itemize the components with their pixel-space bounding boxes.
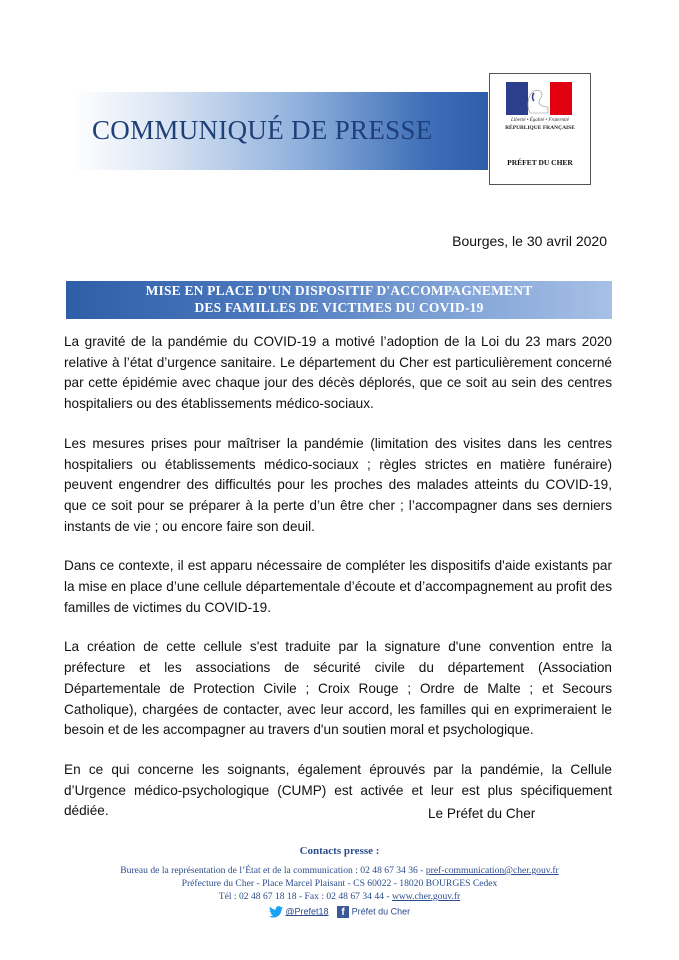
facebook-icon: f [337, 906, 349, 918]
social-links [0, 906, 679, 918]
twitter-icon [269, 906, 283, 918]
motto: Liberté • Égalité • Fraternité [511, 118, 569, 123]
website-link[interactable]: www.cher.gouv.fr [391, 891, 461, 902]
prefecture-logo [489, 73, 591, 185]
paragraph-5: En ce qui concerne les soignants, également éprouvés par la pandémie, la Cellule d’Urgence médico-psychologique (CUMP) est activée et leur est plus spécifiquement dédiée. [64, 761, 612, 819]
footer-line-1 [0, 865, 679, 876]
twitter-link[interactable] [269, 906, 329, 918]
title-line-1: MISE EN PLACE D'UN DISPOSITIF D'ACCOMPAGNEMENT [145, 283, 533, 298]
body-text [64, 332, 612, 841]
footer-line-2: Préfecture du Cher - Place Marcel Plaisant - CS 60022 - 18020 BOURGES Cedex [181, 878, 498, 889]
twitter-handle: @Prefet18 [285, 906, 329, 917]
facebook-name: Préfet du Cher [351, 906, 411, 917]
date-line: Bourges, le 30 avril 2020 [452, 233, 607, 249]
footer-tel-fax: Tél : 02 48 67 18 18 - Fax : 02 48 67 34 44 - [218, 891, 392, 902]
prefet-label: PRÉFET DU CHER [507, 158, 573, 167]
page-title: COMMUNIQUÉ DE PRESSE [92, 115, 433, 145]
paragraph-4: La création de cette cellule s'est traduite par la signature d'une convention entre la préfecture et les associations de sécurité civile du département (Association Départementale de Protection Civile ; Croix Rouge ; Ordre de Malte ; et Secours Catholique), chargées de contacter, avec leur accord, les familles qui en exprimeraient le besoin et de les accompagner au travers d'un soutien moral et psychologique. [64, 639, 612, 738]
paragraph-1: La gravité de la pandémie du COVID-19 a motivé l’adoption de la Loi du 23 mars 2020 relative à l’état d’urgence sanitaire. Le département du Cher est particulièrement concerné par cette épidémie avec chaque jour des décès déplorés, que ce soit au sein des centres hospitaliers ou des établissements médico-sociaux. [64, 334, 612, 412]
republic-label: RÉPUBLIQUE FRANÇAISE [505, 125, 575, 131]
marianne-logo [506, 82, 572, 115]
footer-line-3 [0, 891, 679, 902]
paragraph-2: Les mesures prises pour maîtriser la pandémie (limitation des visites dans les centres hospitaliers ou établissements médico-sociaux ; règles strictes en matière funéraire) peuvent engendrer des difficultés pour les proches des malades atteints du COVID-19, que ce soit pour se préparer à la perte d’un être cher ; l’accompagner dans ses derniers instants de vie ; ou encore faire son deuil. [64, 435, 612, 534]
facebook-link[interactable] [337, 906, 410, 918]
press-email-link[interactable]: pref-communication@cher.gouv.fr [425, 865, 559, 876]
paragraph-3: Dans ce contexte, il est apparu nécessaire de compléter les dispositifs d'aide existants par la mise en place d’une cellule départementale d’écoute et d’accompagnement au profit des familles de victimes du COVID-19. [64, 558, 612, 615]
signature: Le Préfet du Cher [428, 806, 536, 821]
title-line-2: DES FAMILLES DE VICTIMES DU COVID-19 [194, 300, 484, 315]
contacts-title: Contacts presse : [299, 845, 380, 857]
footer-phone-text: Bureau de la représentation de l’État et de la communication : 02 48 67 34 36 - [120, 865, 426, 876]
